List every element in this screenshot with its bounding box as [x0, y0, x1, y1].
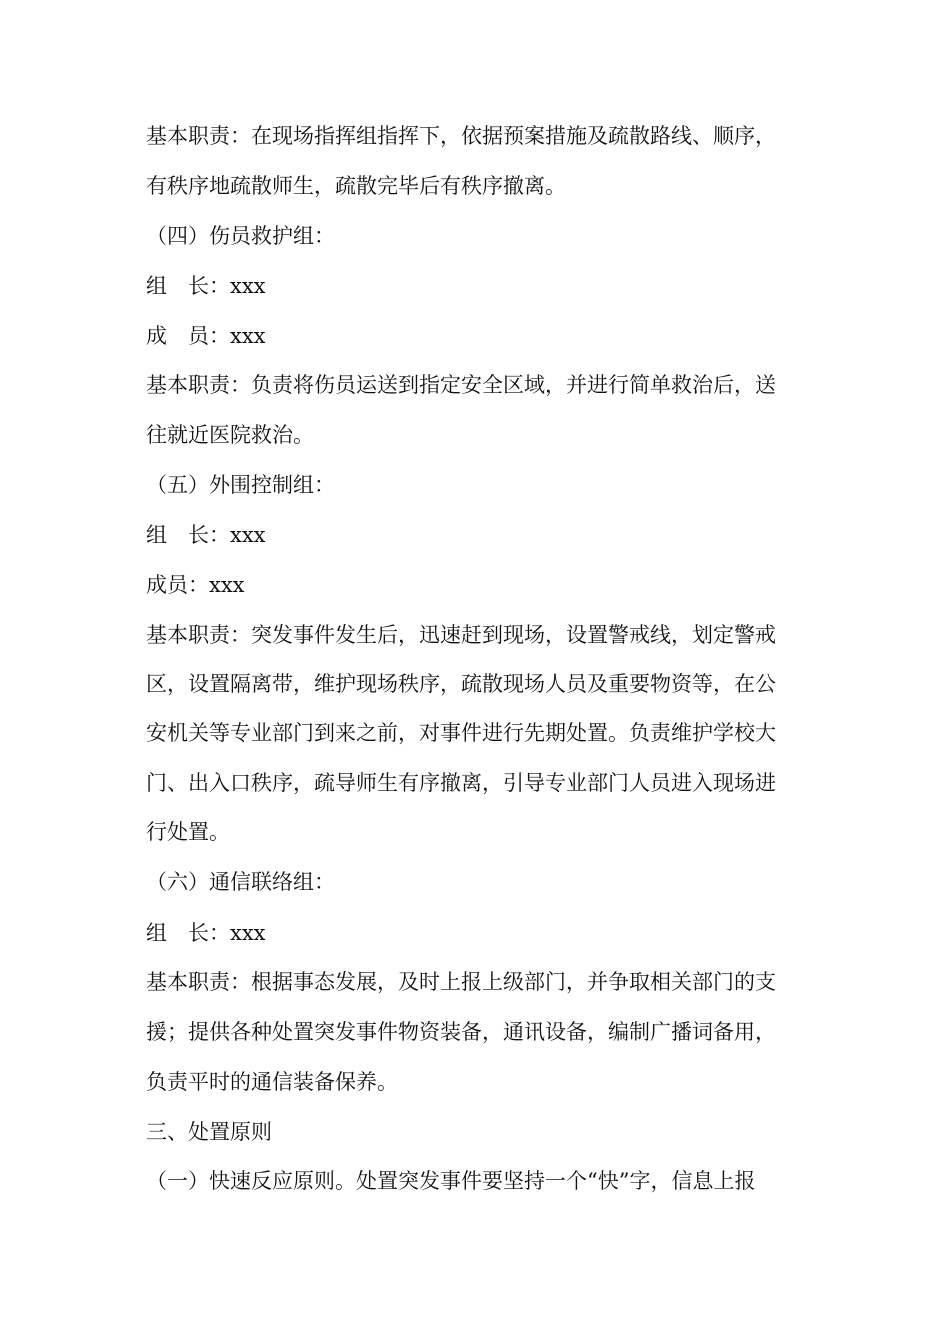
text-line: 安机关等专业部门到来之前，对事件进行先期处置。负责维护学校大 [146, 721, 776, 745]
text-line: 基本职责：负责将伤员运送到指定安全区域，并进行简单救治后，送 [146, 373, 776, 397]
section-heading: 三、处置原则 [146, 1120, 272, 1144]
text-line: 组 长：xxx [146, 523, 266, 547]
text-line: 组 长：xxx [146, 274, 266, 298]
text-line: 成员：xxx [146, 573, 245, 597]
text-line: 成 员：xxx [146, 324, 266, 348]
section-heading: （四）伤员救护组： [146, 224, 335, 248]
section-heading: （五）外围控制组： [146, 473, 335, 497]
text-line: 负责平时的通信装备保养。 [146, 1070, 398, 1094]
text-line: 往就近医院救治。 [146, 423, 314, 447]
text-line: 基本职责：根据事态发展，及时上报上级部门，并争取相关部门的支 [146, 970, 776, 994]
section-heading: （六）通信联络组： [146, 870, 335, 894]
text-line: 有秩序地疏散师生，疏散完毕后有秩序撤离。 [146, 174, 566, 198]
text-line: 援；提供各种处置突发事件物资装备，通讯设备，编制广播词备用， [146, 1020, 776, 1044]
text-line: 区，设置隔离带，维护现场秩序，疏散现场人员及重要物资等，在公 [146, 672, 776, 696]
text-line: 基本职责：在现场指挥组指挥下，依据预案措施及疏散路线、顺序， [146, 124, 776, 148]
text-line: 组 长：xxx [146, 921, 266, 945]
text-line: 行处置。 [146, 820, 230, 844]
text-line: 基本职责：突发事件发生后，迅速赶到现场，设置警戒线，划定警戒 [146, 623, 776, 647]
text-line: （一）快速反应原则。处置突发事件要坚持一个“快”字，信息上报 [146, 1169, 756, 1193]
text-line: 门、出入口秩序，疏导师生有序撤离，引导专业部门人员进入现场进 [146, 771, 776, 795]
